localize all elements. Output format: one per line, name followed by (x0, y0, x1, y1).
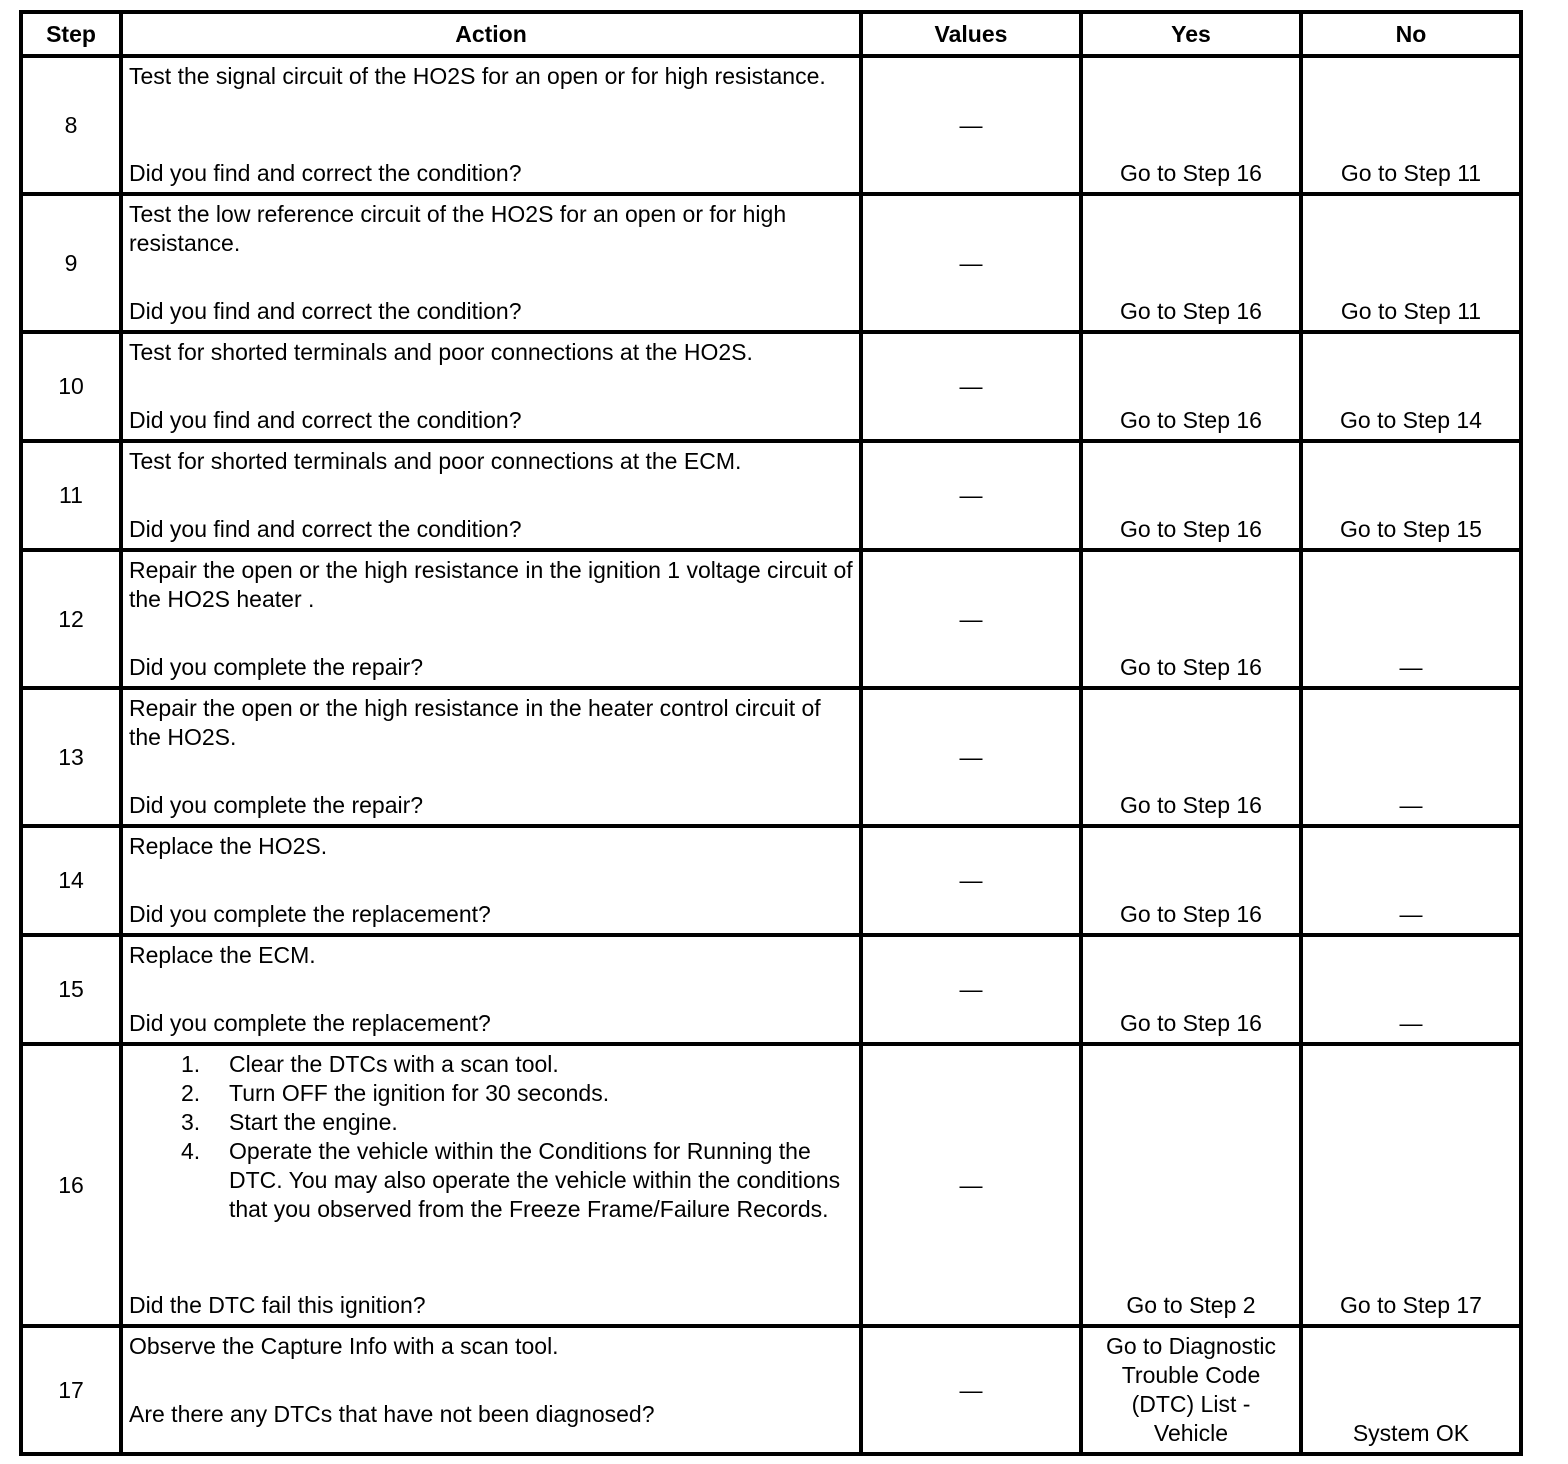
yes-cell: Go to Step 16 (1081, 826, 1301, 935)
step-number: 14 (21, 826, 121, 935)
yes-cell: Go to Step 16 (1081, 56, 1301, 194)
header-values: Values (861, 12, 1081, 56)
action-text: Replace the ECM. (129, 942, 316, 968)
no-cell: Go to Step 11 (1301, 56, 1521, 194)
values-cell: — (861, 688, 1081, 826)
action-cell (121, 1044, 861, 1326)
list-item-number: 2. (181, 1080, 201, 1106)
action-text: Replace the HO2S. (129, 833, 328, 859)
values-cell: — (861, 550, 1081, 688)
list-item (181, 1108, 853, 1137)
list-item-number: 1. (181, 1051, 201, 1077)
list-item-number: 3. (181, 1109, 201, 1135)
values-cell: — (861, 1326, 1081, 1454)
values-cell: — (861, 826, 1081, 935)
action-question: Are there any DTCs that have not been diagnosed? (129, 1401, 655, 1427)
no-cell: — (1301, 826, 1521, 935)
action-text: Test the low reference circuit of the HO2S for an open or for high resistance. (129, 201, 787, 256)
action-cell (121, 1326, 861, 1454)
header-action: Action (121, 12, 861, 56)
action-question: Did you complete the repair? (129, 654, 424, 680)
values-cell: — (861, 332, 1081, 441)
action-question: Did you complete the repair? (129, 792, 424, 818)
table-row (21, 441, 1521, 550)
action-cell (121, 688, 861, 826)
diagnostic-table (19, 10, 1523, 1456)
yes-cell: Go to Diagnostic Trouble Code (DTC) List - Vehicle (1081, 1326, 1301, 1454)
table-row (21, 1044, 1521, 1326)
action-steps-list (129, 1050, 853, 1224)
list-item-number: 4. (181, 1138, 201, 1164)
list-item (181, 1137, 853, 1224)
action-text: Test for shorted terminals and poor connections at the ECM. (129, 448, 742, 474)
step-number: 11 (21, 441, 121, 550)
yes-cell: Go to Step 16 (1081, 935, 1301, 1044)
action-cell (121, 441, 861, 550)
no-cell: System OK (1301, 1326, 1521, 1454)
values-cell: — (861, 56, 1081, 194)
no-cell: — (1301, 935, 1521, 1044)
step-number: 13 (21, 688, 121, 826)
action-question: Did you find and correct the condition? (129, 160, 522, 186)
yes-cell: Go to Step 16 (1081, 194, 1301, 332)
step-number: 17 (21, 1326, 121, 1454)
values-cell: — (861, 935, 1081, 1044)
table-row (21, 194, 1521, 332)
table-row (21, 935, 1521, 1044)
yes-cell: Go to Step 16 (1081, 550, 1301, 688)
action-question: Did you complete the replacement? (129, 1010, 491, 1036)
table-row (21, 1326, 1521, 1454)
header-no: No (1301, 12, 1521, 56)
values-cell: — (861, 1044, 1081, 1326)
list-item-text: Start the engine. (229, 1109, 398, 1135)
action-cell (121, 935, 861, 1044)
no-cell: Go to Step 11 (1301, 194, 1521, 332)
list-item (181, 1079, 853, 1108)
header-row (21, 12, 1521, 56)
yes-cell: Go to Step 16 (1081, 332, 1301, 441)
action-cell (121, 194, 861, 332)
action-text: Repair the open or the high resistance in the heater control circuit of the HO2S. (129, 695, 821, 750)
list-item (181, 1050, 853, 1079)
action-text: Observe the Capture Info with a scan tool. (129, 1333, 559, 1359)
action-question: Did you find and correct the condition? (129, 516, 522, 542)
step-number: 12 (21, 550, 121, 688)
no-cell: Go to Step 15 (1301, 441, 1521, 550)
action-cell (121, 826, 861, 935)
no-cell: — (1301, 550, 1521, 688)
step-number: 9 (21, 194, 121, 332)
action-cell (121, 332, 861, 441)
action-cell (121, 56, 861, 194)
action-text: Repair the open or the high resistance in the ignition 1 voltage circuit of the HO2S heater . (129, 557, 853, 612)
values-cell: — (861, 441, 1081, 550)
header-yes: Yes (1081, 12, 1301, 56)
step-number: 16 (21, 1044, 121, 1326)
action-question: Did you complete the replacement? (129, 901, 491, 927)
table-row (21, 332, 1521, 441)
action-question: Did you find and correct the condition? (129, 298, 522, 324)
action-text: Test for shorted terminals and poor connections at the HO2S. (129, 339, 753, 365)
header-step: Step (21, 12, 121, 56)
action-cell (121, 550, 861, 688)
yes-cell: Go to Step 2 (1081, 1044, 1301, 1326)
step-number: 15 (21, 935, 121, 1044)
no-cell: — (1301, 688, 1521, 826)
table-row (21, 56, 1521, 194)
yes-cell: Go to Step 16 (1081, 688, 1301, 826)
action-question: Did the DTC fail this ignition? (129, 1292, 426, 1318)
step-number: 10 (21, 332, 121, 441)
list-item-text: Clear the DTCs with a scan tool. (229, 1051, 559, 1077)
list-item-text: Operate the vehicle within the Conditions for Running the DTC. You may also operate the vehicle within the conditions that you observed from the Freeze Frame/Failure Records. (229, 1138, 841, 1222)
yes-cell: Go to Step 16 (1081, 441, 1301, 550)
table-row (21, 688, 1521, 826)
step-number: 8 (21, 56, 121, 194)
table-row (21, 826, 1521, 935)
action-text: Test the signal circuit of the HO2S for an open or for high resistance. (129, 63, 826, 89)
table-row (21, 550, 1521, 688)
list-item-text: Turn OFF the ignition for 30 seconds. (229, 1080, 610, 1106)
no-cell: Go to Step 17 (1301, 1044, 1521, 1326)
action-question: Did you find and correct the condition? (129, 407, 522, 433)
values-cell: — (861, 194, 1081, 332)
no-cell: Go to Step 14 (1301, 332, 1521, 441)
